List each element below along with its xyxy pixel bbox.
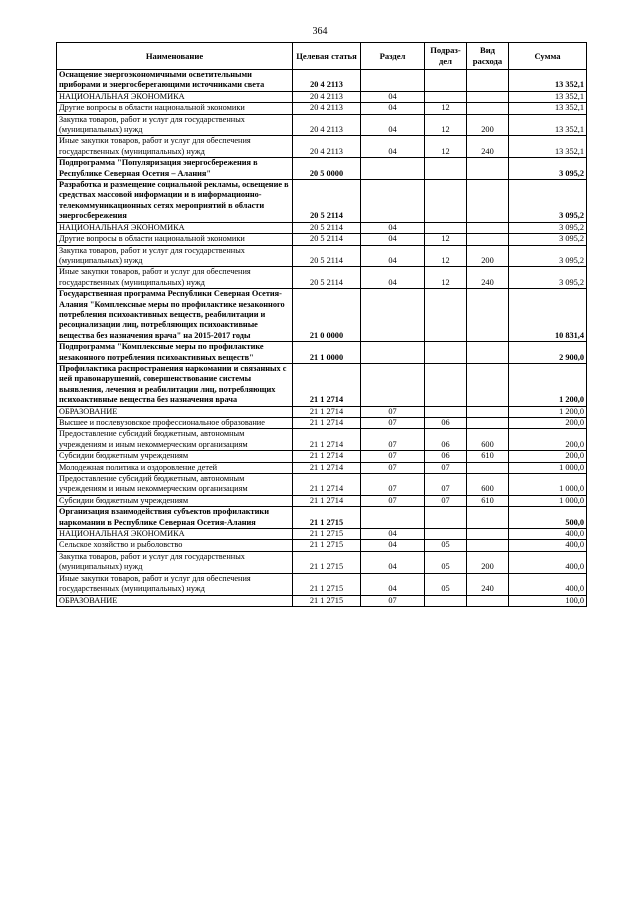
cell-sum: 2 900,0	[509, 342, 587, 364]
cell-name: Высшее и послевузовское профессиональное образование	[57, 418, 293, 429]
cell-name: Оснащение энергоэкономичными осветительными приборами и энергосберегающими источниками света	[57, 70, 293, 92]
cell-name: Иные закупки товаров, работ и услуг для обеспечения государственных (муниципальных) нужд	[57, 267, 293, 289]
cell-expense-type	[467, 529, 509, 540]
cell-subsection: 07	[425, 474, 467, 496]
table-row	[57, 595, 587, 606]
table-row	[57, 289, 587, 342]
cell-name: НАЦИОНАЛЬНАЯ ЭКОНОМИКА	[57, 222, 293, 233]
cell-section: 04	[361, 573, 425, 595]
table-row	[57, 158, 587, 180]
cell-subsection: 06	[425, 451, 467, 462]
cell-sum: 13 352,1	[509, 136, 587, 158]
cell-expense-type	[467, 507, 509, 529]
cell-code: 21 1 2714	[293, 495, 361, 506]
cell-section	[361, 363, 425, 406]
cell-section: 04	[361, 540, 425, 551]
cell-subsection: 05	[425, 540, 467, 551]
cell-name: Предоставление субсидий бюджетным, автономным учреждениям и иным некоммерческим организациям	[57, 474, 293, 496]
header-expense-type: Вид расхода	[467, 43, 509, 70]
cell-code: 21 1 2714	[293, 474, 361, 496]
cell-code: 20 5 2114	[293, 180, 361, 223]
cell-expense-type: 200	[467, 114, 509, 136]
cell-sum: 1 200,0	[509, 406, 587, 417]
table-row	[57, 462, 587, 473]
cell-code: 20 4 2113	[293, 136, 361, 158]
cell-sum: 1 000,0	[509, 462, 587, 473]
cell-section: 07	[361, 418, 425, 429]
cell-expense-type: 200	[467, 551, 509, 573]
header-name: Наименование	[57, 43, 293, 70]
table-row	[57, 551, 587, 573]
cell-code: 21 1 2714	[293, 451, 361, 462]
cell-subsection	[425, 70, 467, 92]
cell-subsection: 12	[425, 245, 467, 267]
cell-name: Закупка товаров, работ и услуг для государственных (муниципальных) нужд	[57, 245, 293, 267]
cell-name: Другие вопросы в области национальной экономики	[57, 234, 293, 245]
cell-code: 20 4 2113	[293, 114, 361, 136]
header-section: Раздел	[361, 43, 425, 70]
cell-expense-type	[467, 363, 509, 406]
cell-name: Субсидии бюджетным учреждениям	[57, 451, 293, 462]
cell-sum: 13 352,1	[509, 114, 587, 136]
cell-expense-type	[467, 234, 509, 245]
table-row	[57, 267, 587, 289]
table-body	[57, 70, 587, 607]
cell-name: Иные закупки товаров, работ и услуг для обеспечения государственных (муниципальных) нужд	[57, 573, 293, 595]
cell-sum: 1 000,0	[509, 495, 587, 506]
cell-section: 04	[361, 245, 425, 267]
cell-expense-type	[467, 91, 509, 102]
cell-expense-type	[467, 222, 509, 233]
cell-expense-type: 600	[467, 474, 509, 496]
cell-expense-type	[467, 70, 509, 92]
cell-subsection: 06	[425, 429, 467, 451]
cell-code: 21 1 2715	[293, 551, 361, 573]
cell-expense-type: 240	[467, 136, 509, 158]
cell-section	[361, 180, 425, 223]
cell-sum: 3 095,2	[509, 180, 587, 223]
cell-code: 21 1 2715	[293, 540, 361, 551]
cell-name: Профилактика распространения наркомании и связанных с ней правонарушений, совершенствование системы выявления, лечения и реабилитации лиц, потребляющих психоактивные вещества без назначения врача	[57, 363, 293, 406]
cell-subsection	[425, 289, 467, 342]
cell-sum: 1 000,0	[509, 474, 587, 496]
cell-section	[361, 342, 425, 364]
cell-expense-type	[467, 180, 509, 223]
cell-name: ОБРАЗОВАНИЕ	[57, 406, 293, 417]
cell-subsection	[425, 342, 467, 364]
table-row	[57, 429, 587, 451]
cell-subsection: 12	[425, 267, 467, 289]
table-row	[57, 474, 587, 496]
table-row	[57, 507, 587, 529]
cell-section: 07	[361, 429, 425, 451]
cell-code: 21 1 2715	[293, 529, 361, 540]
cell-section: 04	[361, 136, 425, 158]
header-subsection: Подраз-дел	[425, 43, 467, 70]
cell-section	[361, 507, 425, 529]
cell-subsection: 12	[425, 103, 467, 114]
table-row	[57, 342, 587, 364]
cell-subsection	[425, 595, 467, 606]
cell-name: Молодежная политика и оздоровление детей	[57, 462, 293, 473]
table-row	[57, 451, 587, 462]
cell-sum: 3 095,2	[509, 158, 587, 180]
table-row	[57, 222, 587, 233]
cell-section	[361, 158, 425, 180]
table-row	[57, 114, 587, 136]
cell-name: Государственная программа Республики Северная Осетия-Алания "Комплексные меры по профилактике незаконного потребления психоактивных веществ, реабилитации и ресоциализации лиц, потребляющих психоактивные вещества без назначения врача" на 2015-2017 годы	[57, 289, 293, 342]
cell-expense-type	[467, 418, 509, 429]
cell-expense-type	[467, 342, 509, 364]
cell-subsection	[425, 406, 467, 417]
cell-code: 21 1 2715	[293, 595, 361, 606]
table-row	[57, 103, 587, 114]
cell-sum: 10 831,4	[509, 289, 587, 342]
cell-code: 20 4 2113	[293, 103, 361, 114]
cell-code: 20 4 2113	[293, 70, 361, 92]
cell-section: 07	[361, 495, 425, 506]
cell-section: 07	[361, 462, 425, 473]
cell-section: 04	[361, 234, 425, 245]
cell-name: Другие вопросы в области национальной экономики	[57, 103, 293, 114]
cell-name: Разработка и размещение социальной рекламы, освещение в средствах массовой информации и в информационно-телекоммуникационных сетях мероприятий в области энергосбережения	[57, 180, 293, 223]
cell-sum: 3 095,2	[509, 234, 587, 245]
cell-sum: 3 095,2	[509, 222, 587, 233]
cell-sum: 13 352,1	[509, 103, 587, 114]
cell-sum: 400,0	[509, 551, 587, 573]
cell-name: Подпрограмма "Популяризация энергосбережения в Республике Северная Осетия – Алания"	[57, 158, 293, 180]
table-row	[57, 529, 587, 540]
table-row	[57, 234, 587, 245]
table-row	[57, 91, 587, 102]
cell-sum: 13 352,1	[509, 91, 587, 102]
cell-code: 21 1 2714	[293, 418, 361, 429]
table-header-row	[57, 43, 587, 70]
cell-name: ОБРАЗОВАНИЕ	[57, 595, 293, 606]
page-number: 364	[312, 26, 328, 37]
cell-expense-type	[467, 103, 509, 114]
cell-name: Субсидии бюджетным учреждениям	[57, 495, 293, 506]
cell-name: Организация взаимодействия субъектов профилактики наркомании в Республике Северная Осетия-Алания	[57, 507, 293, 529]
cell-expense-type	[467, 540, 509, 551]
cell-sum: 200,0	[509, 429, 587, 451]
cell-code: 21 1 2714	[293, 429, 361, 451]
cell-sum: 200,0	[509, 418, 587, 429]
cell-subsection: 05	[425, 551, 467, 573]
cell-code: 21 1 2715	[293, 507, 361, 529]
cell-subsection	[425, 529, 467, 540]
cell-subsection	[425, 91, 467, 102]
cell-code: 20 5 2114	[293, 267, 361, 289]
cell-subsection: 05	[425, 573, 467, 595]
cell-sum: 400,0	[509, 573, 587, 595]
cell-expense-type	[467, 406, 509, 417]
cell-name: Сельское хозяйство и рыболовство	[57, 540, 293, 551]
table-row	[57, 245, 587, 267]
cell-name: Закупка товаров, работ и услуг для государственных (муниципальных) нужд	[57, 114, 293, 136]
cell-name: Предоставление субсидий бюджетным, автономным учреждениям и иным некоммерческим организациям	[57, 429, 293, 451]
cell-section	[361, 70, 425, 92]
cell-expense-type	[467, 462, 509, 473]
table-row	[57, 573, 587, 595]
table-row	[57, 136, 587, 158]
cell-code: 20 5 2114	[293, 234, 361, 245]
cell-subsection: 12	[425, 114, 467, 136]
budget-table	[56, 42, 587, 607]
table-row	[57, 495, 587, 506]
cell-name: Закупка товаров, работ и услуг для государственных (муниципальных) нужд	[57, 551, 293, 573]
cell-code: 20 4 2113	[293, 91, 361, 102]
cell-sum: 3 095,2	[509, 245, 587, 267]
cell-sum: 500,0	[509, 507, 587, 529]
table-row	[57, 180, 587, 223]
cell-name: Подпрограмма "Комплексные меры по профилактике незаконного потребления психоактивных веществ"	[57, 342, 293, 364]
cell-section: 07	[361, 406, 425, 417]
cell-section: 04	[361, 114, 425, 136]
table-row	[57, 540, 587, 551]
cell-code: 21 1 2715	[293, 573, 361, 595]
cell-code: 20 5 2114	[293, 245, 361, 267]
table-row	[57, 363, 587, 406]
cell-code: 20 5 2114	[293, 222, 361, 233]
cell-subsection	[425, 158, 467, 180]
cell-expense-type: 240	[467, 573, 509, 595]
cell-expense-type: 240	[467, 267, 509, 289]
cell-sum: 1 200,0	[509, 363, 587, 406]
table-row	[57, 418, 587, 429]
cell-sum: 400,0	[509, 529, 587, 540]
cell-subsection	[425, 180, 467, 223]
cell-name: Иные закупки товаров, работ и услуг для обеспечения государственных (муниципальных) нужд	[57, 136, 293, 158]
cell-section: 04	[361, 103, 425, 114]
cell-sum: 13 352,1	[509, 70, 587, 92]
header-code: Целевая статья	[293, 43, 361, 70]
cell-subsection	[425, 222, 467, 233]
cell-code: 21 1 2714	[293, 363, 361, 406]
cell-sum: 400,0	[509, 540, 587, 551]
cell-subsection	[425, 363, 467, 406]
cell-expense-type: 610	[467, 451, 509, 462]
cell-subsection: 12	[425, 136, 467, 158]
cell-section: 04	[361, 222, 425, 233]
cell-section: 04	[361, 529, 425, 540]
table-row	[57, 70, 587, 92]
cell-expense-type	[467, 158, 509, 180]
cell-subsection: 07	[425, 495, 467, 506]
table-row	[57, 406, 587, 417]
cell-expense-type	[467, 289, 509, 342]
cell-expense-type: 200	[467, 245, 509, 267]
cell-code: 21 1 2714	[293, 462, 361, 473]
cell-code: 21 1 2714	[293, 406, 361, 417]
cell-expense-type: 600	[467, 429, 509, 451]
cell-section: 07	[361, 474, 425, 496]
cell-section: 04	[361, 267, 425, 289]
cell-expense-type: 610	[467, 495, 509, 506]
cell-subsection: 07	[425, 462, 467, 473]
cell-subsection	[425, 507, 467, 529]
cell-section	[361, 289, 425, 342]
cell-expense-type	[467, 595, 509, 606]
cell-name: НАЦИОНАЛЬНАЯ ЭКОНОМИКА	[57, 91, 293, 102]
cell-subsection: 06	[425, 418, 467, 429]
cell-name: НАЦИОНАЛЬНАЯ ЭКОНОМИКА	[57, 529, 293, 540]
cell-code: 21 0 0000	[293, 289, 361, 342]
cell-section: 07	[361, 451, 425, 462]
cell-sum: 3 095,2	[509, 267, 587, 289]
cell-sum: 100,0	[509, 595, 587, 606]
cell-section: 04	[361, 551, 425, 573]
cell-section: 07	[361, 595, 425, 606]
cell-code: 20 5 0000	[293, 158, 361, 180]
cell-code: 21 1 0000	[293, 342, 361, 364]
cell-sum: 200,0	[509, 451, 587, 462]
cell-section: 04	[361, 91, 425, 102]
header-sum: Сумма	[509, 43, 587, 70]
cell-subsection: 12	[425, 234, 467, 245]
